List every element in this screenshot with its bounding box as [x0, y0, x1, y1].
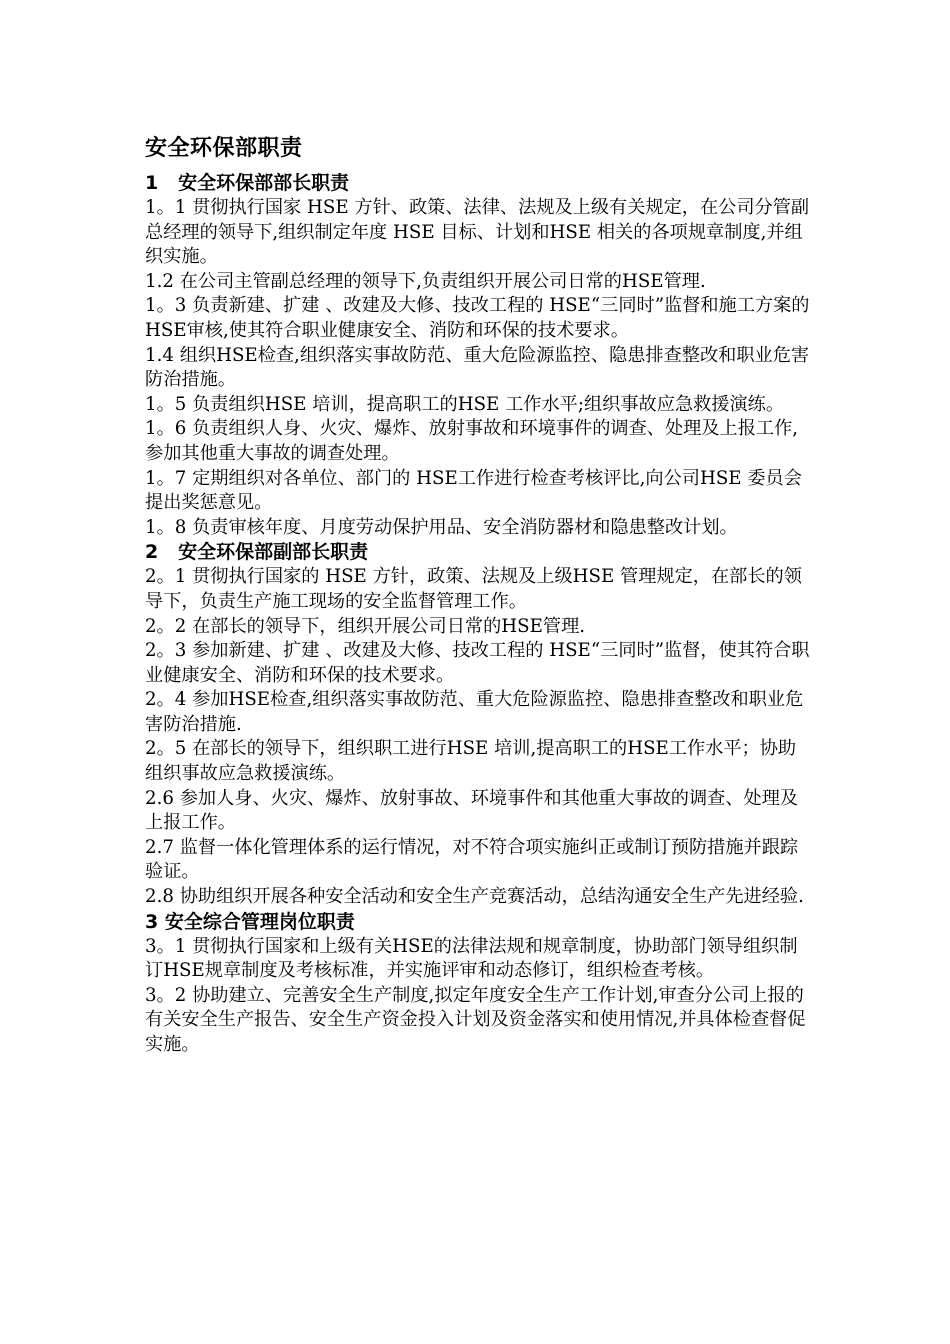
paragraph: 2。4 参加HSE检查,组织落实事故防范、重大危险源监控、隐患排查整改和职业危害防治措施. [145, 689, 804, 735]
paragraph: 2.8 协助组织开展各种安全活动和安全生产竞赛活动，总结沟通安全生产先进经验. [145, 886, 804, 908]
paragraph: 2.6 参加人身、火灾、爆炸、放射事故、环境事件和其他重大事故的调查、处理及上报工作。 [145, 787, 799, 834]
section-3 [145, 910, 810, 1058]
paragraph: 2。1 贯彻执行国家的 HSE 方针，政策、法规及上级HSE 管理规定，在部长的领导下，负责生产施工现场的安全监督管理工作。 [145, 566, 802, 612]
paragraph: 2。3 参加新建、扩建 、改建及大修、技改工程的 HSE“三同时”监督，使其符合职业健康安全、消防和环保的技术要求。 [145, 640, 810, 686]
paragraph: 3。1 贯彻执行国家和上级有关HSE的法律法规和规章制度，协助部门领导组织制订HSE规章制度及考核标准，并实施评审和动态修订，组织检查考核。 [145, 935, 798, 982]
section-heading: 2 安全环保部副部长职责 [145, 541, 369, 564]
paragraph: 1.2 在公司主管副总经理的领导下,负责组织开展公司日常的HSE管理. [145, 270, 706, 292]
paragraph: 1。8 负责审核年度、月度劳动保护用品、安全消防器材和隐患整改计划。 [145, 516, 738, 538]
section-2 [145, 540, 810, 909]
paragraph: 2。2 在部长的领导下，组织开展公司日常的HSE管理. [145, 615, 586, 637]
paragraph: 1。6 负责组织人身、火灾、爆炸、放射事故和环境事件的调查、处理及上报工作,参加其他重大事故的调查处理。 [145, 418, 799, 464]
paragraph: 2.7 监督一体化管理体系的运行情况，对不符合项实施纠正或制订预防措施并跟踪验证。 [145, 836, 799, 883]
paragraph: 2。5 在部长的领导下，组织职工进行HSE 培训,提高职工的HSE工作水平；协助组织事故应急救援演练。 [145, 738, 797, 785]
section-heading: 1 安全环保部部长职责 [145, 172, 350, 194]
paragraph: 1。5 负责组织HSE 培训，提高职工的HSE 工作水平;组织事故应急救援演练。 [145, 393, 785, 415]
section-heading: 3 安全综合管理岗位职责 [145, 910, 355, 933]
document-page [145, 133, 810, 1058]
paragraph: 3。2 协助建立、完善安全生产制度,拟定年度安全生产工作计划,审查分公司上报的有关安全生产报告、安全生产资金投入计划及资金落实和使用情况,并具体检查督促实施。 [145, 984, 806, 1055]
document-title: 安全环保部职责 [145, 136, 303, 161]
paragraph: 1。1 贯彻执行国家 HSE 方针、政策、法律、法规及上级有关规定，在公司分管副总经理的领导下,组织制定年度 HSE 目标、计划和HSE 相关的各项规章制度,并组织实施。 [145, 197, 810, 268]
paragraph: 1。3 负责新建、扩建 、改建及大修、技改工程的 HSE“三同时”监督和施工方案的HSE审核,使其符合职业健康安全、消防和环保的技术要求。 [145, 295, 810, 341]
paragraph: 1。7 定期组织对各单位、部门的 HSE工作进行检查考核评比,向公司HSE 委员会提出奖惩意见。 [145, 467, 802, 514]
paragraph: 1.4 组织HSE检查,组织落实事故防范、重大危险源监控、隐患排查整改和职业危害防治措施。 [145, 344, 810, 391]
section-1 [145, 171, 810, 540]
